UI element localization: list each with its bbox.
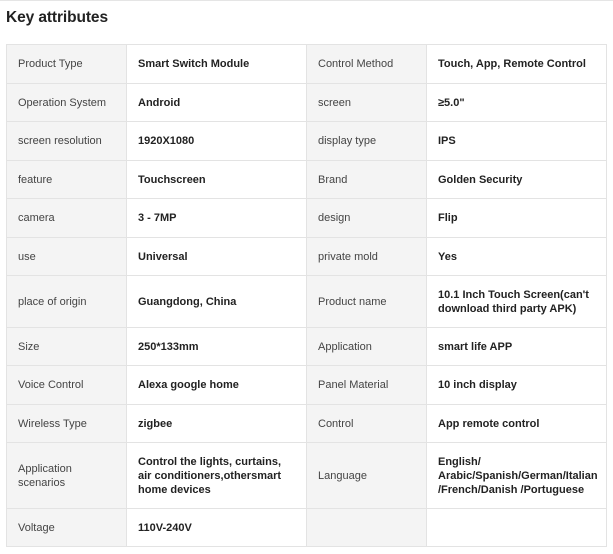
table-row — [7, 443, 607, 509]
table-row — [7, 276, 607, 328]
attribute-value: Android — [127, 84, 307, 122]
attribute-value: 250*133mm — [127, 328, 307, 366]
attribute-name: design — [307, 199, 427, 238]
key-attributes-table — [6, 44, 607, 547]
attribute-value: 10 inch display — [427, 366, 607, 405]
attribute-value — [427, 509, 607, 547]
attribute-value: 10.1 Inch Touch Screen(can't download third party APK) — [427, 276, 607, 328]
table-row — [7, 238, 607, 276]
table-row — [7, 161, 607, 199]
top-divider — [0, 0, 613, 1]
attribute-name: use — [7, 238, 127, 276]
table-row — [7, 509, 607, 547]
attribute-name: Product Type — [7, 45, 127, 84]
attribute-name: Application scenarios — [7, 443, 127, 509]
table-row — [7, 366, 607, 405]
attribute-value: Touch, App, Remote Control — [427, 45, 607, 84]
table-row — [7, 122, 607, 161]
table-row — [7, 405, 607, 443]
attribute-value: English/ Arabic/Spanish/German/Italian /French/Danish /Portuguese — [427, 443, 607, 509]
attribute-value: ≥5.0" — [427, 84, 607, 122]
attribute-name — [307, 509, 427, 547]
attribute-name: Panel Material — [307, 366, 427, 405]
attribute-value: smart life APP — [427, 328, 607, 366]
attribute-value: Control the lights, curtains, air conditioners,othersmart home devices — [127, 443, 307, 509]
attribute-name: Product name — [307, 276, 427, 328]
attribute-value: App remote control — [427, 405, 607, 443]
section-title: Key attributes — [6, 9, 108, 26]
attribute-name: Size — [7, 328, 127, 366]
attribute-value: Guangdong, China — [127, 276, 307, 328]
table-row — [7, 84, 607, 122]
attribute-name: feature — [7, 161, 127, 199]
attribute-name: Language — [307, 443, 427, 509]
attribute-value: IPS — [427, 122, 607, 161]
attribute-value: Yes — [427, 238, 607, 276]
attribute-value: Touchscreen — [127, 161, 307, 199]
attribute-value: 3 - 7MP — [127, 199, 307, 238]
attribute-name: screen resolution — [7, 122, 127, 161]
table-row — [7, 328, 607, 366]
table-row — [7, 45, 607, 84]
attribute-name: Control Method — [307, 45, 427, 84]
attribute-value: Flip — [427, 199, 607, 238]
attribute-name: place of origin — [7, 276, 127, 328]
attribute-name: private mold — [307, 238, 427, 276]
attribute-value: 110V-240V — [127, 509, 307, 547]
attribute-name: Voltage — [7, 509, 127, 547]
attribute-name: Operation System — [7, 84, 127, 122]
attribute-name: camera — [7, 199, 127, 238]
table-row — [7, 199, 607, 238]
attribute-value: Golden Security — [427, 161, 607, 199]
attribute-name: Voice Control — [7, 366, 127, 405]
attribute-name: display type — [307, 122, 427, 161]
attribute-name: screen — [307, 84, 427, 122]
attribute-value: 1920X1080 — [127, 122, 307, 161]
attribute-value: Smart Switch Module — [127, 45, 307, 84]
attribute-name: Brand — [307, 161, 427, 199]
attribute-name: Wireless Type — [7, 405, 127, 443]
attribute-value: zigbee — [127, 405, 307, 443]
attribute-value: Alexa google home — [127, 366, 307, 405]
attribute-name: Application — [307, 328, 427, 366]
attribute-name: Control — [307, 405, 427, 443]
attribute-value: Universal — [127, 238, 307, 276]
